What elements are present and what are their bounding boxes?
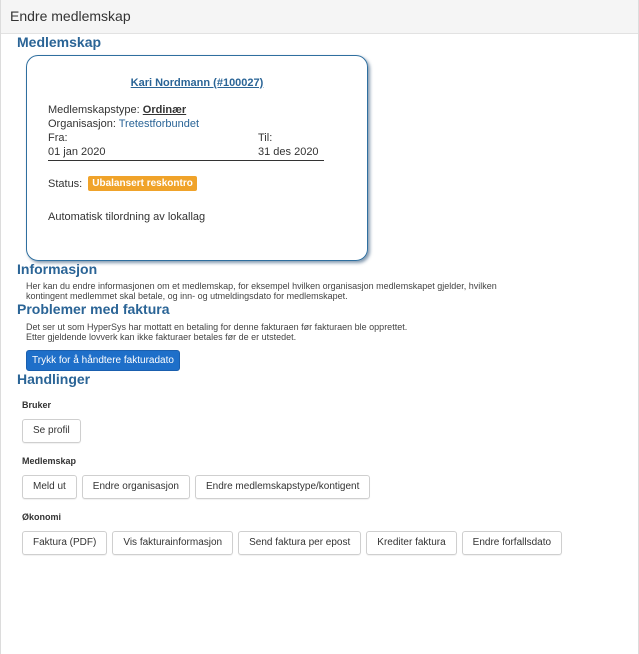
show-invoice-info-button[interactable]: Vis fakturainformasjon <box>112 531 233 555</box>
invoice-problem-text <box>26 322 622 342</box>
status-label: Status: <box>48 177 83 190</box>
date-values-row <box>48 145 324 161</box>
group-label-user: Bruker <box>22 400 52 410</box>
main-content <box>1 34 638 555</box>
change-membership-type-button[interactable]: Endre medlemskapstype/kontigent <box>195 475 370 499</box>
membership-type-label: Medlemskapstype: <box>48 104 140 116</box>
organization-link[interactable]: Tretestforbundet <box>118 118 200 130</box>
membership-type-link[interactable]: Ordinær <box>142 104 187 116</box>
auto-assign-text: Automatisk tilordning av lokallag <box>48 211 206 223</box>
send-invoice-email-button[interactable]: Send faktura per epost <box>238 531 361 555</box>
status-row <box>48 176 346 191</box>
group-label-membership: Medlemskap <box>22 456 77 466</box>
to-label: Til: <box>258 132 273 144</box>
date-labels-row <box>48 131 324 145</box>
membership-card <box>26 55 368 261</box>
invoice-problem-line-1: Det ser ut som HyperSys har mottatt en betaling for denne fakturaen før fakturaen ble opprettet. <box>26 322 408 332</box>
info-heading: Informasjon <box>17 261 98 277</box>
see-profile-button[interactable]: Se profil <box>22 419 81 443</box>
to-date: 31 des 2020 <box>258 146 319 158</box>
organization-row <box>48 117 346 131</box>
user-button-row <box>22 419 622 443</box>
invoice-problem-heading: Problemer med faktura <box>17 301 170 317</box>
actions-heading: Handlinger <box>17 371 91 387</box>
credit-invoice-button[interactable]: Krediter faktura <box>366 531 456 555</box>
handle-invoice-date-button[interactable]: Trykk for å håndtere fakturadato <box>26 350 180 371</box>
from-date: 01 jan 2020 <box>48 146 106 158</box>
from-label: Fra: <box>48 132 68 144</box>
economy-button-row <box>22 531 622 555</box>
member-name-link[interactable]: Kari Nordmann (#100027) <box>130 77 264 89</box>
membership-heading: Medlemskap <box>17 34 102 50</box>
info-text: Her kan du endre informasjonen om et medlemskap, for eksempel hvilken organisasjon medlemskapet gjelder, hvilken kontingent medlemmet skal betale, og inn- og utmeldingsdato for medlemskapet. <box>26 281 497 301</box>
change-organization-button[interactable]: Endre organisasjon <box>82 475 190 499</box>
resign-button[interactable]: Meld ut <box>22 475 77 499</box>
organization-label: Organisasjon: <box>48 118 116 130</box>
membership-type-row <box>48 103 346 117</box>
change-due-date-button[interactable]: Endre forfallsdato <box>462 531 562 555</box>
window-title: Endre medlemskap <box>1 0 638 34</box>
invoice-pdf-button[interactable]: Faktura (PDF) <box>22 531 107 555</box>
invoice-problem-line-2: Etter gjeldende lovverk kan ikke fakturaer betales før de er utstedet. <box>26 332 297 342</box>
membership-button-row <box>22 475 622 499</box>
status-badge: Ubalansert reskontro <box>88 176 197 191</box>
group-label-economy: Økonomi <box>22 512 62 522</box>
